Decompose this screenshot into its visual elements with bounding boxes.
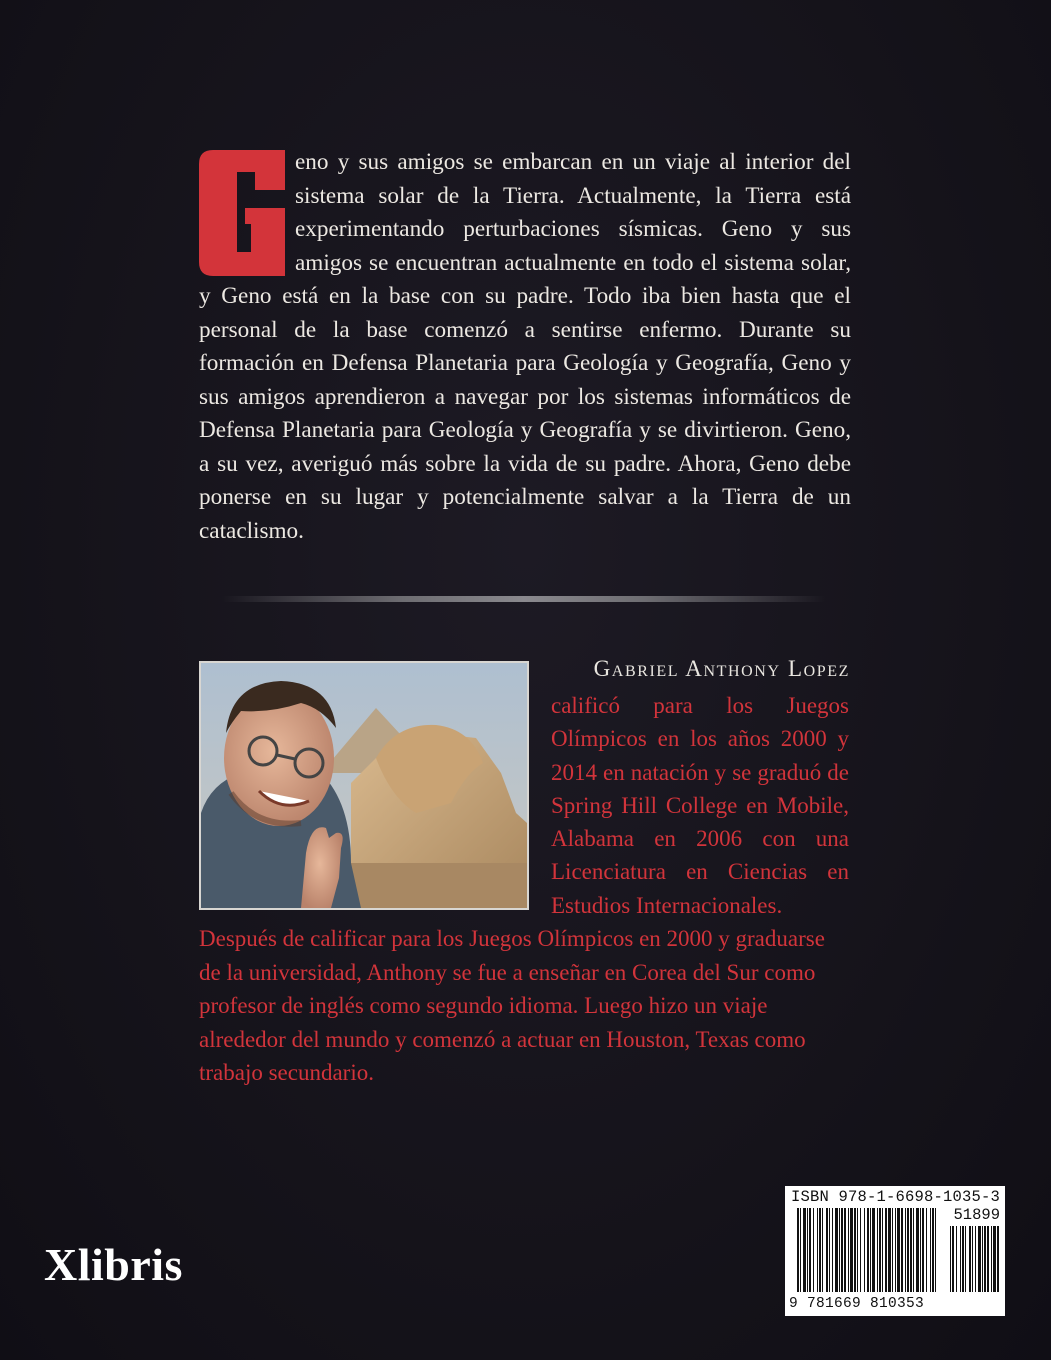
barcode-bar [819, 1208, 821, 1292]
isbn-barcode [785, 1186, 1005, 1316]
barcode-bar [910, 1208, 912, 1292]
barcode-bar [817, 1208, 818, 1292]
barcode-bar [822, 1208, 823, 1292]
barcode-bar [907, 1208, 909, 1292]
barcode-bar [864, 1208, 865, 1292]
barcode-bar [916, 1208, 919, 1292]
barcode-bar [813, 1208, 814, 1292]
barcode-addon-bar [975, 1226, 976, 1292]
barcode-addon-bar [952, 1226, 954, 1292]
barcode-bar [913, 1208, 914, 1292]
barcode-bar [835, 1208, 838, 1292]
barcode-bar [857, 1208, 858, 1292]
barcode-bar [897, 1208, 900, 1292]
dropcap-g [199, 150, 285, 276]
author-photo [199, 661, 529, 910]
isbn-label: ISBN 978-1-6698-1035-3 [791, 1188, 1001, 1206]
barcode-bar [797, 1208, 799, 1292]
barcode-bar [800, 1208, 801, 1292]
barcode-bar [807, 1208, 808, 1292]
author-bio-continued: Después de calificar para los Juegos Olímpicos en 2000 y graduarse de la universidad, Anthony se fue a enseñar en Corea del Sur como profesor de inglés como segundo idioma. Luego hizo un viaje alrededor del mundo y comenzó a actuar en Houston, Texas como trabajo secundario. [199, 926, 825, 1085]
barcode-bar [888, 1208, 891, 1292]
barcode-bar [879, 1208, 881, 1292]
barcode-number: 9 781669 810353 [789, 1296, 925, 1312]
barcode-bar [932, 1208, 934, 1292]
barcode-bar [839, 1208, 840, 1292]
barcode-bar [844, 1208, 846, 1292]
author-name: Gabriel Anthony Lopez [593, 656, 850, 681]
barcode-bar [895, 1208, 896, 1292]
barcode-bar [826, 1208, 828, 1292]
barcode-addon-bar [960, 1226, 961, 1292]
barcode-bars [789, 1208, 1001, 1296]
barcode-bar [930, 1208, 931, 1292]
barcode-bar [867, 1208, 869, 1292]
barcode-bar [901, 1208, 903, 1292]
barcode-bar [882, 1208, 883, 1292]
barcode-addon-bar [993, 1226, 996, 1292]
barcode-addon-bar [972, 1226, 973, 1292]
barcode-bar [885, 1208, 887, 1292]
synopsis-text: eno y sus amigos se embarcan en un viaje al interior del sistema solar de la Tierra. Actualmente, la Tierra está experimentando perturbaciones sísmicas. Geno y sus amigos se encuentran actualmente en todo el sistema solar, y Geno está en la base con su padre. Todo iba bien hasta que el personal de la base comenzó a sentirse enfermo. Durante su formación en Defensa Planetaria para Geología y Geografía, Geno y sus amigos aprendieron a navegar por los sistemas informáticos de Defensa Planetaria para Geología y Geografía y se divirtieron. Geno, a su vez, averiguó más sobre la vida de su padre. Ahora, Geno debe ponerse en su lugar y potencialmente salvar a la Tierra de un cataclismo. [199, 149, 851, 544]
barcode-bar [832, 1208, 833, 1292]
barcode-addon-bar [991, 1226, 992, 1292]
barcode-bar [892, 1208, 893, 1292]
barcode-addon-bar [956, 1226, 957, 1292]
barcode-bar [809, 1208, 811, 1292]
section-divider [222, 596, 826, 602]
barcode-addon-bar [982, 1226, 983, 1292]
barcode-bar [829, 1208, 830, 1292]
barcode-bar [935, 1208, 936, 1292]
barcode-addon: 51899 [953, 1206, 1000, 1224]
barcode-bar [850, 1208, 853, 1292]
synopsis-block [199, 146, 851, 548]
barcode-addon-bar [984, 1226, 986, 1292]
barcode-addon-bar [987, 1226, 989, 1292]
barcode-bar [920, 1208, 921, 1292]
barcode-bar [854, 1208, 856, 1292]
barcode-addon-bar [969, 1226, 971, 1292]
barcode-bar [922, 1208, 924, 1292]
publisher-logo: Xlibris [44, 1239, 183, 1290]
barcode-addon-bar [965, 1226, 966, 1292]
author-bio-intro: calificó para los Juegos Olímpicos en los años 2000 y 2014 en natación y se graduó de Spring Hill College en Mobile, Alabama en 2006 con una Licenciatura en Ciencias en Estudios Internacionales. [551, 693, 849, 918]
barcode-bar [860, 1208, 861, 1292]
barcode-bar [848, 1208, 849, 1292]
barcode-addon-bar [950, 1226, 951, 1292]
barcode-bar [841, 1208, 843, 1292]
barcode-addon-bar [997, 1226, 999, 1292]
barcode-bar [905, 1208, 906, 1292]
barcode-bar [926, 1208, 927, 1292]
barcode-bar [803, 1208, 806, 1292]
barcode-addon-bar [962, 1226, 964, 1292]
barcode-bar [870, 1208, 871, 1292]
barcode-bar [872, 1208, 875, 1292]
barcode-addon-bar [978, 1226, 981, 1292]
barcode-bar [877, 1208, 878, 1292]
